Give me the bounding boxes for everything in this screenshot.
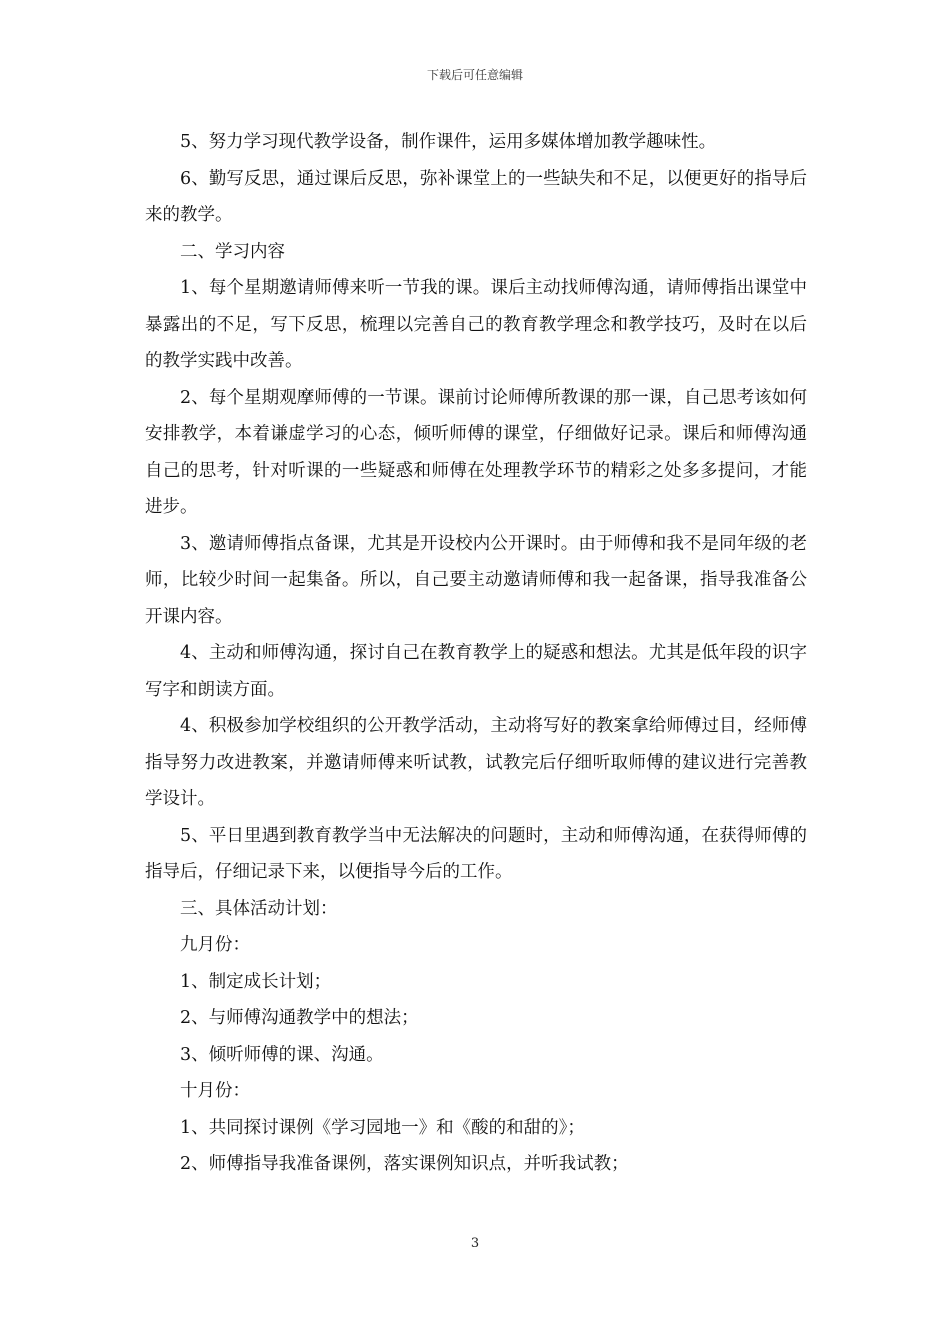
paragraph: 6、勤写反思，通过课后反思，弥补课堂上的一些缺失和不足，以便更好的指导后来的教学。 xyxy=(145,168,807,225)
list-item: 1、制定成长计划； xyxy=(180,971,332,992)
paragraph: 4、主动和师傅沟通，探讨自己在教育教学上的疑惑和想法。尤其是低年段的识字写字和朗读方面。 xyxy=(145,643,807,700)
paragraph: 5、努力学习现代教学设备，制作课件，运用多媒体增加教学趣味性。 xyxy=(180,132,717,152)
month-heading: 十月份： xyxy=(180,1081,250,1101)
section-heading: 三、具体活动计划： xyxy=(180,898,338,919)
list-item: 3、倾听师傅的课、沟通。 xyxy=(180,1044,384,1065)
paragraph: 4、积极参加学校组织的公开教学活动，主动将写好的教案拿给师傅过目，经师傅指导努力改进教案，并邀请师傅来听试教，试教完后仔细听取师傅的建议进行完善教学设计。 xyxy=(145,716,807,809)
paragraph: 3、邀请师傅指点备课，尤其是开设校内公开课时。由于师傅和我不是同年级的老师，比较少时间一起集备。所以，自己要主动邀请师傅和我一起备课，指导我准备公开课内容。 xyxy=(145,533,807,627)
list-item: 1、共同探讨课例《学习园地一》和《酸的和甜的》； xyxy=(180,1117,585,1138)
paragraph: 2、每个星期观摩师傅的一节课。课前讨论师傅所教课的那一课，自己思考该如何安排教学，本着谦虚学习的心态，倾听师傅的课堂，仔细做好记录。课后和师傅沟通自己的思考，针对听课的一些疑惑和师傅在处理教学环节的精彩之处多多提问，才能进步。 xyxy=(145,387,807,517)
paragraph: 1、每个星期邀请师傅来听一节我的课。课后主动找师傅沟通，请师傅指出课堂中暴露出的不足，写下反思，梳理以完善自己的教育教学理念和教学技巧，及时在以后的教学实践中改善。 xyxy=(145,278,807,371)
page-number: 3 xyxy=(470,1236,480,1251)
document-body xyxy=(145,124,807,1183)
paragraph: 5、平日里遇到教育教学当中无法解决的问题时，主动和师傅沟通，在获得师傅的指导后，仔细记录下来，以便指导今后的工作。 xyxy=(145,825,807,882)
month-heading: 九月份： xyxy=(180,935,250,955)
page-header: 下载后可任意编辑 xyxy=(426,68,523,82)
list-item: 2、与师傅沟通教学中的想法； xyxy=(180,1008,419,1028)
section-heading: 二、学习内容 xyxy=(180,241,285,262)
list-item: 2、师傅指导我准备课例，落实课例知识点，并听我试教； xyxy=(180,1154,629,1174)
